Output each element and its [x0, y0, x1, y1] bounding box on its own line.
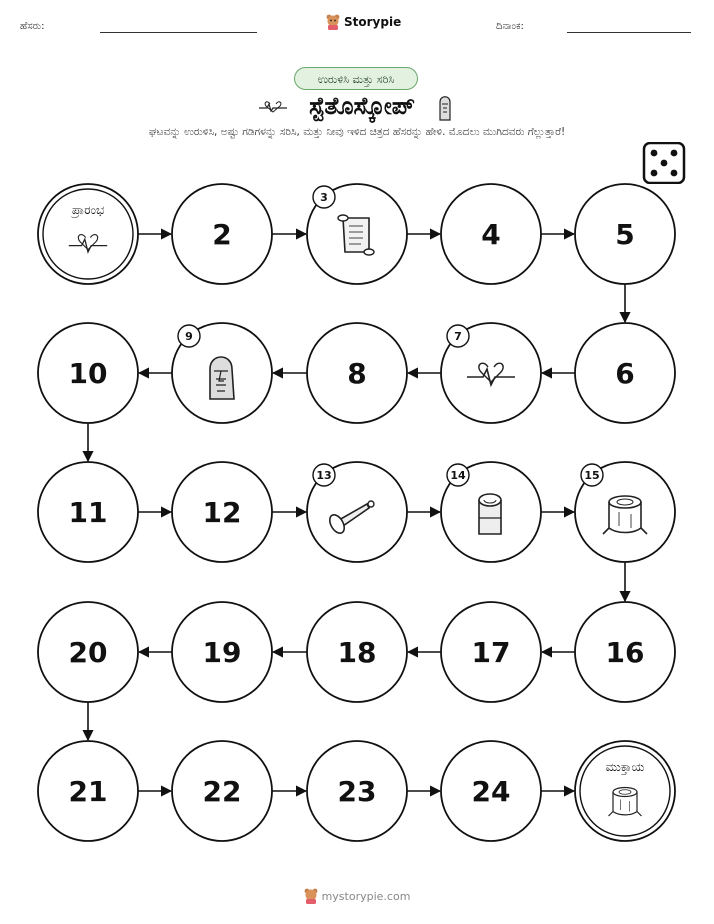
board-cell-25[interactable] — [575, 741, 675, 841]
badge-number: 13 — [316, 469, 332, 482]
board-cell-2[interactable] — [172, 184, 272, 284]
cell-number: 22 — [202, 775, 242, 808]
cell-number: 16 — [605, 636, 645, 669]
rolled-paper-icon — [479, 494, 501, 534]
board-cell-18[interactable] — [307, 602, 407, 702]
cell-number: 10 — [68, 357, 108, 390]
board-cell-20[interactable] — [38, 602, 138, 702]
end-label: ಮುಕ್ತಾಯ — [605, 760, 645, 774]
footer-url: mystorypie.com — [321, 889, 411, 903]
footer — [0, 888, 714, 904]
cell-number: 6 — [615, 357, 635, 390]
board-cell-15[interactable] — [575, 462, 675, 562]
game-tag: ಉರುಳಿಸಿ ಮತ್ತು ಸರಿಸಿ — [294, 67, 418, 90]
board-cell-12[interactable] — [172, 462, 272, 562]
brand-name: Storypie — [344, 15, 402, 29]
board-cell-10[interactable] — [38, 323, 138, 423]
board-cell-9[interactable] — [172, 323, 272, 423]
storypie-bear-icon — [304, 888, 318, 904]
cell-number: 18 — [337, 636, 377, 669]
board-cell-7[interactable] — [441, 323, 541, 423]
cell-number: 23 — [337, 775, 377, 808]
board-cell-22[interactable] — [172, 741, 272, 841]
cell-circle — [38, 184, 138, 284]
cell-number: 12 — [202, 496, 242, 529]
start-label: ಪ್ರಾರಂಭ — [71, 203, 105, 217]
moai-icon — [210, 357, 234, 399]
board-cell-24[interactable] — [441, 741, 541, 841]
cell-number: 21 — [68, 775, 108, 808]
board-cell-11[interactable] — [38, 462, 138, 562]
date-label: ದಿನಾಂಕ: — [496, 21, 524, 32]
board-cell-14[interactable] — [441, 462, 541, 562]
cell-number: 2 — [212, 218, 232, 251]
badge-number: 7 — [454, 330, 462, 343]
board-cell-13[interactable] — [307, 462, 407, 562]
title-text: ಸ್ಟೆತೊಸ್ಕೋಪ್ — [309, 92, 415, 120]
board-cell-21[interactable] — [38, 741, 138, 841]
badge-number: 9 — [185, 330, 193, 343]
badge-number: 15 — [584, 469, 600, 482]
board-cell-17[interactable] — [441, 602, 541, 702]
cell-number: 5 — [615, 218, 635, 251]
badge-number: 14 — [450, 469, 466, 482]
cell-number: 17 — [471, 636, 511, 669]
board-cell-23[interactable] — [307, 741, 407, 841]
badge-number: 3 — [320, 191, 328, 204]
board-cell-3[interactable] — [307, 184, 407, 284]
cell-number: 20 — [68, 636, 108, 669]
cell-number: 4 — [481, 218, 501, 251]
board-cell-8[interactable] — [307, 323, 407, 423]
cell-number: 19 — [202, 636, 242, 669]
board-cell-4[interactable] — [441, 184, 541, 284]
cell-number: 11 — [68, 496, 108, 529]
name-label: ಹೆಸರು: — [20, 21, 45, 32]
instructions: ಘಟವನ್ನು ಉರುಳಿಸಿ, ಅಷ್ಟು ಗಡಿಗಳನ್ನು ಸರಿಸಿ, ಮತ್ತು ನೀವು ಇಳಿದ ಚಿತ್ರದ ಹೆಸರನ್ನು ಹೇಳಿ. ಮೊದಲು ಮುಗಿದವರು ಗೆಲ್ಲುತ್ತಾರೆ! — [148, 126, 566, 138]
board-cell-1[interactable] — [38, 184, 138, 284]
board-cell-16[interactable] — [575, 602, 675, 702]
cell-number: 24 — [471, 775, 511, 808]
board-cell-6[interactable] — [575, 323, 675, 423]
board-cell-5[interactable] — [575, 184, 675, 284]
cell-number: 8 — [347, 357, 367, 390]
board-cell-19[interactable] — [172, 602, 272, 702]
